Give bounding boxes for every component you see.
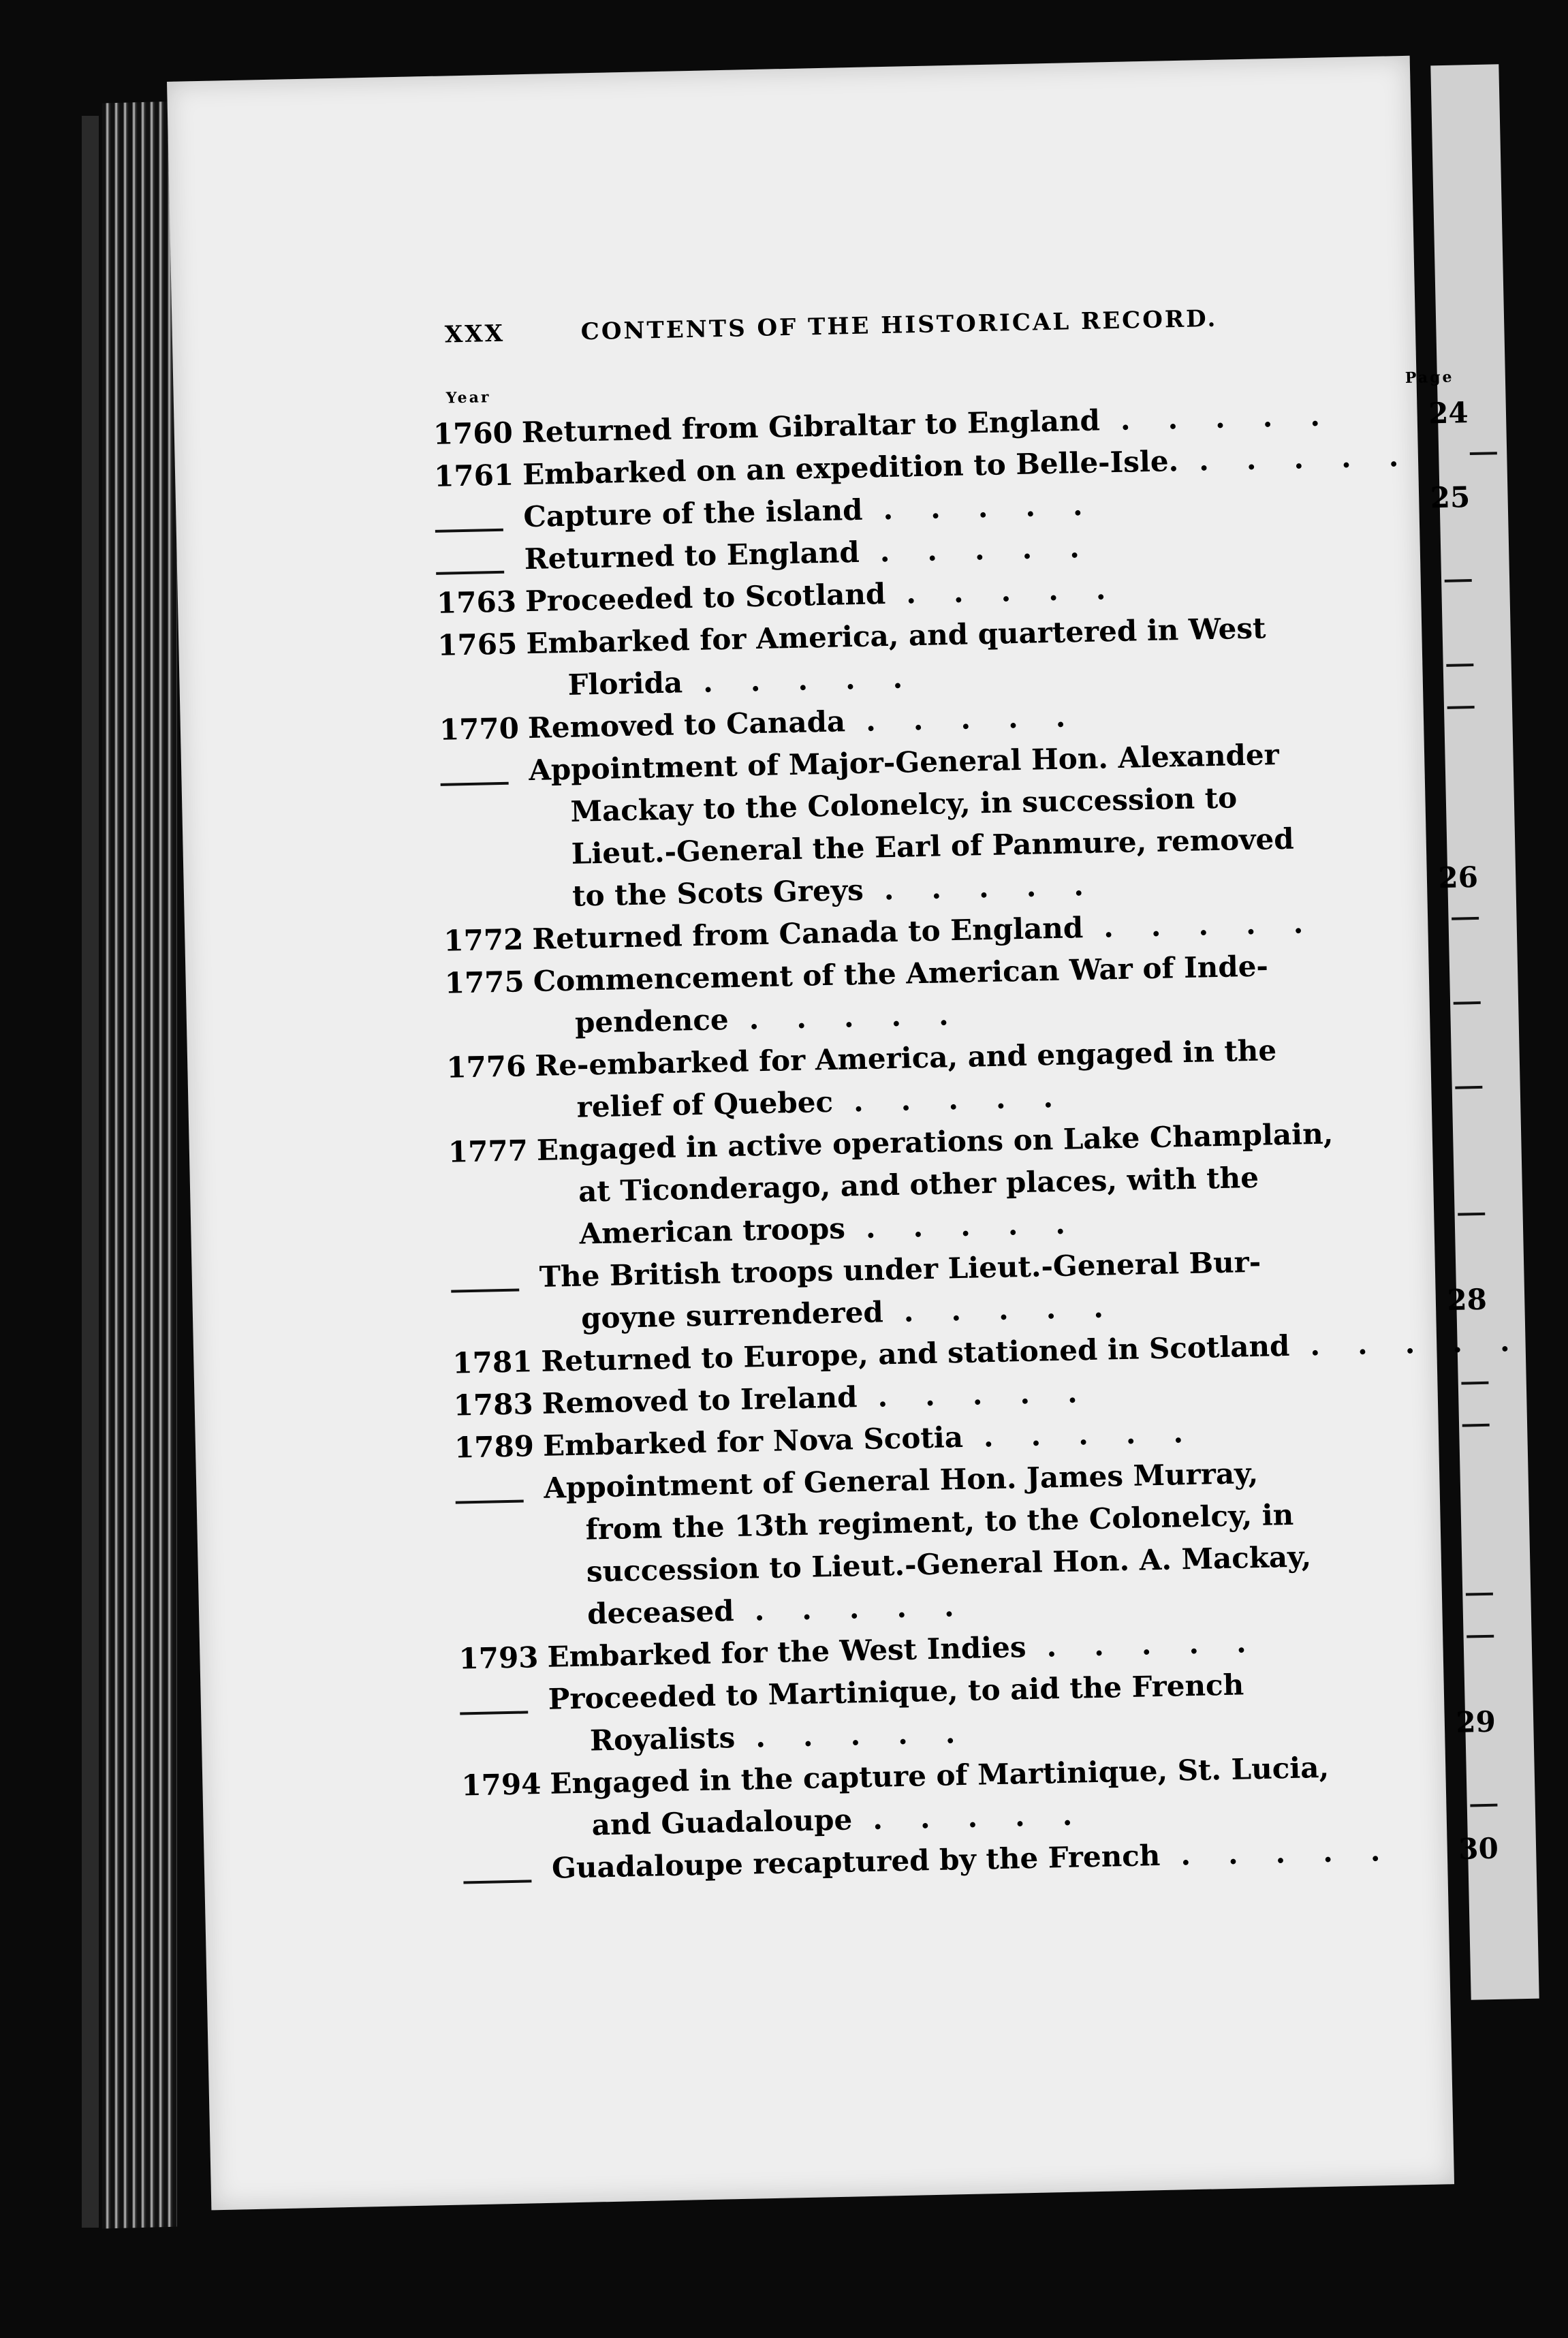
- ditto-dash: [435, 529, 503, 533]
- contents-entry: [448, 1110, 1486, 1258]
- page-spacer: [1434, 1689, 1495, 1691]
- entry-page: [1432, 1617, 1494, 1660]
- entry-text: Returned to Europe, and stationed in Scotland .....: [540, 1323, 1548, 1378]
- ditto-dash: [1466, 1593, 1493, 1596]
- year-spacer: [462, 1836, 551, 1838]
- page-spacer: [1410, 549, 1471, 550]
- leader-dots: .....: [755, 1715, 993, 1754]
- entry-text: Returned from Canada to England .....: [531, 905, 1341, 956]
- book-edge-band: [82, 116, 99, 2228]
- entry-text: and Guadaloupe .....: [591, 1797, 1110, 1842]
- year-spacer: [442, 864, 531, 867]
- leader-dots: .....: [882, 487, 1121, 527]
- entry-text: Mackay to the Colonelcy, in succession to: [570, 781, 1238, 828]
- entry-text: Capture of the island .....: [522, 487, 1121, 534]
- ditto-dash: [463, 1880, 531, 1884]
- entry-year: [455, 1467, 544, 1512]
- ditto-dash: [1467, 1635, 1494, 1638]
- entry-text: Embarked for Nova Scotia .....: [542, 1415, 1221, 1463]
- entry-year: 1794: [460, 1767, 542, 1803]
- entry-text: relief of Quebec .....: [576, 1079, 1091, 1124]
- ditto-dash: [1470, 1804, 1497, 1807]
- entry-text: American troops .....: [579, 1206, 1103, 1251]
- entry-text: Royalists .....: [589, 1715, 993, 1758]
- ditto-dash: [1470, 452, 1497, 455]
- ditto-dash: [1462, 1424, 1490, 1427]
- entry-page: [1547, 1318, 1568, 1362]
- entry-year: [459, 1679, 548, 1723]
- entry-page: 24: [1428, 396, 1469, 431]
- entry-text: Appointment of General Hon. James Murray,: [543, 1456, 1259, 1505]
- entry-year: 1770: [439, 711, 520, 747]
- leader-dots: .....: [1309, 1323, 1548, 1362]
- entry-page: [1419, 983, 1481, 1027]
- page-spacer: [1416, 845, 1477, 846]
- page-column-heading: Page: [1405, 368, 1454, 388]
- entry-page: [1428, 1405, 1490, 1449]
- entry-page: [1431, 1574, 1493, 1618]
- leader-dots: .....: [1180, 1833, 1418, 1872]
- entry-page: [1413, 687, 1475, 731]
- leader-dots: .....: [865, 1206, 1103, 1245]
- leader-dots: .....: [903, 1290, 1142, 1328]
- ditto-dash: [1454, 1001, 1481, 1005]
- page-spacer: [1420, 1056, 1481, 1057]
- entry-text: Proceeded to Scotland .....: [524, 572, 1144, 619]
- ditto-dash: [1458, 1213, 1485, 1216]
- entry-page: 26: [1437, 860, 1479, 895]
- page-spacer: [1431, 1563, 1492, 1564]
- page-folio: XXX: [444, 319, 505, 349]
- entry-text: Engaged in active operations on Lake Champlain,: [536, 1117, 1334, 1167]
- ditto-dash: [1455, 1086, 1482, 1089]
- entry-year: 1789: [454, 1429, 535, 1465]
- entry-page: [1436, 433, 1498, 477]
- year-spacer: [450, 1245, 539, 1247]
- entry-year: [440, 749, 529, 794]
- entry-page: [1427, 1363, 1489, 1407]
- entry-text: pendence .....: [574, 997, 987, 1040]
- entry-year: [435, 496, 524, 540]
- entry-year: 1793: [458, 1640, 539, 1676]
- ditto-dash: [456, 1499, 524, 1503]
- ditto-dash: [1446, 664, 1473, 667]
- entry-year: 1777: [448, 1134, 529, 1169]
- entry-year: 1775: [444, 965, 525, 1000]
- year-column-heading: Year: [445, 388, 491, 407]
- entry-page: [1424, 1194, 1486, 1238]
- entry-text: Embarked for the West Indies .....: [547, 1625, 1285, 1674]
- entry-year: 1772: [443, 922, 524, 958]
- entry-page: [1410, 561, 1472, 604]
- entry-year: [435, 538, 524, 582]
- entry-year: 1760: [433, 416, 514, 451]
- leader-dots: .....: [749, 997, 987, 1036]
- entry-text: Removed to Canada .....: [527, 699, 1103, 745]
- running-title: CONTENTS OF THE HISTORICAL RECORD.: [580, 305, 1218, 346]
- year-spacer: [456, 1540, 545, 1542]
- entry-year: 1765: [437, 627, 518, 662]
- page-spacer: [1422, 1140, 1484, 1142]
- leader-dots: .....: [872, 1797, 1110, 1836]
- ditto-dash: [1447, 706, 1475, 709]
- entry-text: Commencement of the American War of Inde-: [533, 949, 1269, 999]
- entry-text: Embarked for America, and quartered in West: [525, 611, 1266, 661]
- year-spacer: [448, 1118, 536, 1120]
- ditto-dash: [436, 571, 504, 575]
- leader-dots: .....: [877, 1375, 1116, 1414]
- entry-page: [1421, 1067, 1483, 1111]
- entry-page: 25: [1430, 480, 1471, 515]
- entry-year: 1776: [445, 1049, 527, 1085]
- year-spacer: [441, 822, 530, 824]
- entry-text: deceased .....: [586, 1589, 992, 1631]
- entry-text: Re-embarked for America, and engaged in the: [534, 1033, 1277, 1082]
- entry-text: Embarked on an expedition to Belle-Isle. .....: [522, 439, 1437, 492]
- leader-dots: .....: [1198, 439, 1437, 478]
- entry-text: Returned to England .....: [524, 529, 1118, 576]
- leader-dots: .....: [883, 867, 1122, 907]
- entry-year: 1783: [453, 1387, 534, 1422]
- year-spacer: [460, 1751, 549, 1754]
- entry-page: 29: [1455, 1704, 1496, 1739]
- leader-dots: .....: [754, 1589, 992, 1627]
- entry-text: Florida .....: [567, 660, 941, 702]
- leader-dots: .....: [853, 1079, 1091, 1119]
- leader-dots: .....: [865, 699, 1103, 738]
- page-spacer: [1435, 1774, 1496, 1775]
- ditto-dash: [1452, 917, 1479, 920]
- entry-text: Returned from Gibraltar to England .....: [521, 398, 1358, 450]
- ditto-dash: [451, 1289, 519, 1293]
- contents-list: [433, 392, 1548, 1891]
- running-header: [444, 300, 1453, 362]
- entry-text: Engaged in the capture of Martinique, St. Lucia,: [549, 1750, 1330, 1801]
- leader-dots: .....: [1120, 398, 1358, 437]
- year-spacer: [458, 1625, 547, 1627]
- entry-text: Appointment of Major-General Hon. Alexander: [528, 738, 1280, 788]
- ditto-dash: [460, 1711, 528, 1715]
- page-spacer: [1414, 760, 1475, 762]
- page-spacer: [1429, 1478, 1490, 1480]
- page-spacer: [1425, 1267, 1486, 1268]
- page-spacer: [1419, 971, 1480, 973]
- entry-year: 1763: [436, 584, 517, 620]
- year-spacer: [439, 696, 527, 698]
- contents-entry: [440, 730, 1479, 920]
- page-spacer: [1415, 802, 1477, 804]
- entry-year: 1781: [452, 1345, 533, 1380]
- ditto-dash: [441, 782, 509, 786]
- year-spacer: [445, 1033, 534, 1035]
- entry-text: The British troops under Lieut.-General Bur-: [539, 1245, 1261, 1294]
- entry-page: [1436, 1786, 1498, 1829]
- entry-text: from the 13th regiment, to the Colonelcy, in: [585, 1497, 1294, 1546]
- ditto-dash: [1461, 1382, 1488, 1385]
- page-spacer: [1430, 1521, 1492, 1522]
- leader-dots: .....: [983, 1415, 1221, 1454]
- page-edges: [102, 102, 177, 2229]
- leader-dots: .....: [1103, 905, 1341, 944]
- entry-text: Proceeded to Martinique, to aid the French: [548, 1668, 1244, 1716]
- year-spacer: [452, 1329, 540, 1331]
- page-spacer: [1411, 634, 1473, 635]
- contents-entry: [455, 1448, 1494, 1638]
- entry-page: [1417, 899, 1479, 942]
- year-spacer: [443, 907, 532, 909]
- entry-text: at Ticonderago, and other places, with the: [578, 1160, 1259, 1209]
- page-spacer: [1423, 1183, 1484, 1184]
- entry-year: 1761: [433, 458, 514, 493]
- entry-year: [462, 1848, 552, 1892]
- entry-text: to the Scots Greys .....: [571, 867, 1122, 913]
- leader-dots: .....: [702, 660, 941, 699]
- leader-dots: .....: [1046, 1625, 1285, 1664]
- year-spacer: [457, 1583, 546, 1585]
- book-page: [167, 56, 1548, 2211]
- year-spacer: [450, 1202, 538, 1204]
- entry-year: [450, 1256, 539, 1300]
- entry-text: Guadaloupe recaptured by the French .....: [551, 1833, 1418, 1885]
- leader-dots: .....: [905, 572, 1144, 610]
- entry-page: [1412, 645, 1474, 689]
- entry-page: 30: [1458, 1831, 1499, 1866]
- entry-text: Lieut.-General the Earl of Panmure, removed: [571, 822, 1295, 871]
- ditto-dash: [1445, 579, 1472, 582]
- entry-text: Removed to Ireland .....: [542, 1375, 1116, 1420]
- entry-text: succession to Lieut.-General Hon. A. Mackay,: [586, 1540, 1312, 1589]
- entry-page: 28: [1446, 1282, 1488, 1318]
- leader-dots: .....: [879, 529, 1118, 569]
- entry-text: goyne surrendered .....: [580, 1290, 1142, 1335]
